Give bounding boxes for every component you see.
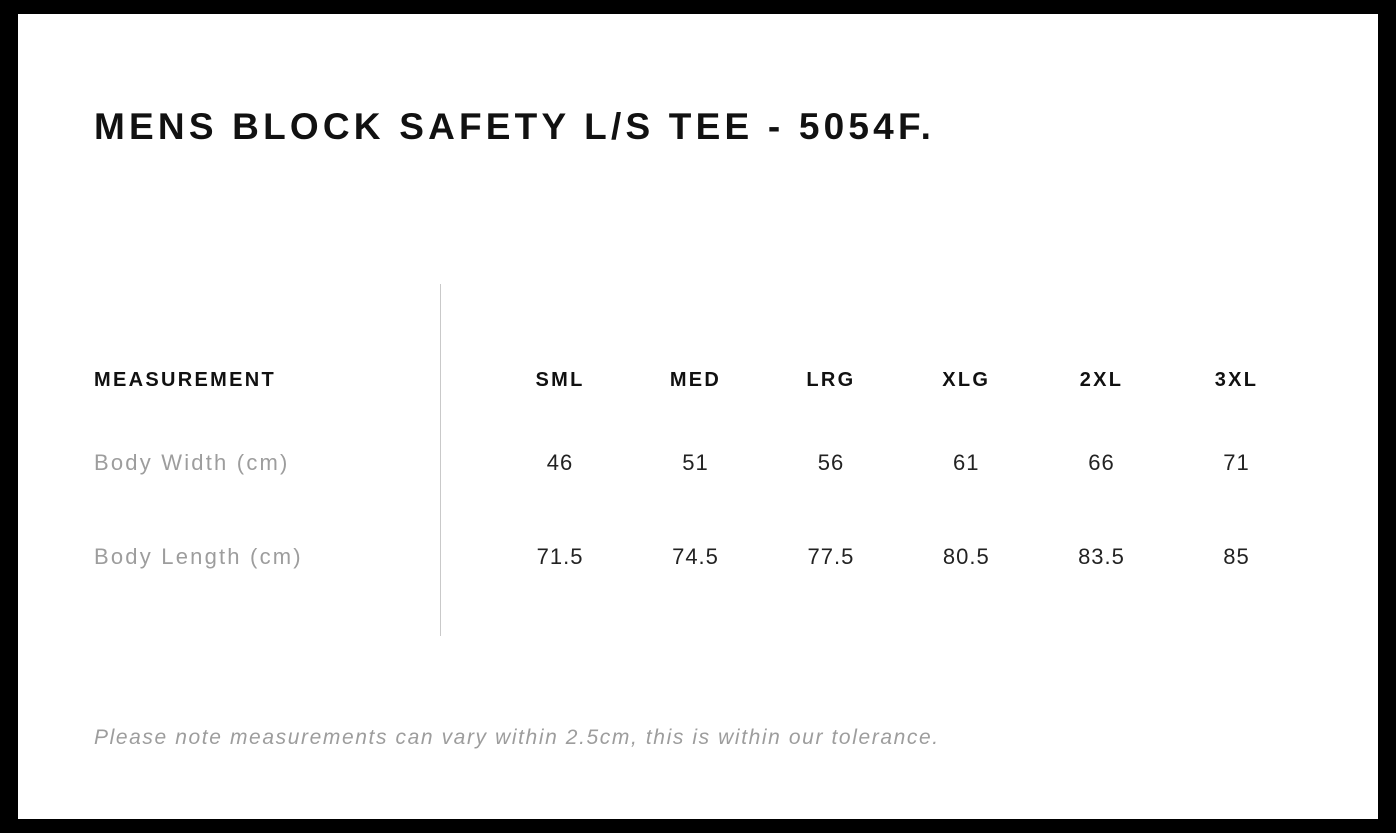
cell-body-width-sml: 46 <box>546 450 574 475</box>
cell-body-width-2xl: 66 <box>1088 450 1115 475</box>
column-header-size-xlg: XLG <box>942 368 991 391</box>
column-header-size-med: MED <box>669 368 722 391</box>
cell-body-length-med: 74.5 <box>672 544 719 569</box>
table-row <box>94 416 1304 510</box>
column-header-size-3xl: 3XL <box>1214 368 1259 391</box>
cell-body-length-lrg: 77.5 <box>807 544 855 569</box>
size-table <box>94 344 1304 604</box>
size-table-container <box>18 14 1378 819</box>
column-header-size-sml: SML <box>535 368 585 391</box>
column-header-size-2xl: 2XL <box>1079 368 1124 391</box>
table-row <box>94 510 1304 604</box>
table-header-row <box>94 344 1304 416</box>
column-header-size-lrg: LRG <box>806 368 856 391</box>
cell-body-length-2xl: 83.5 <box>1078 544 1125 569</box>
cell-body-width-lrg: 56 <box>817 450 845 475</box>
size-table-body <box>94 416 1304 604</box>
cell-body-length-xlg: 80.5 <box>942 544 990 569</box>
cell-body-length-sml: 71.5 <box>536 544 584 569</box>
cell-body-length-3xl: 85 <box>1223 544 1250 569</box>
cell-body-width-3xl: 71 <box>1223 450 1250 475</box>
page-title: MENS BLOCK SAFETY L/S TEE - 5054F. <box>94 106 936 147</box>
cell-body-width-med: 51 <box>682 450 709 475</box>
size-chart-page <box>18 14 1378 819</box>
size-table-head <box>94 344 1304 416</box>
tolerance-note: Please note measurements can vary within 2.5cm, this is within our tolerance. <box>94 726 940 749</box>
cell-body-width-xlg: 61 <box>953 450 980 475</box>
row-label-body-width: Body Width (cm) <box>94 450 290 475</box>
column-header-measurement: MEASUREMENT <box>94 368 276 391</box>
row-label-body-length: Body Length (cm) <box>94 544 303 569</box>
